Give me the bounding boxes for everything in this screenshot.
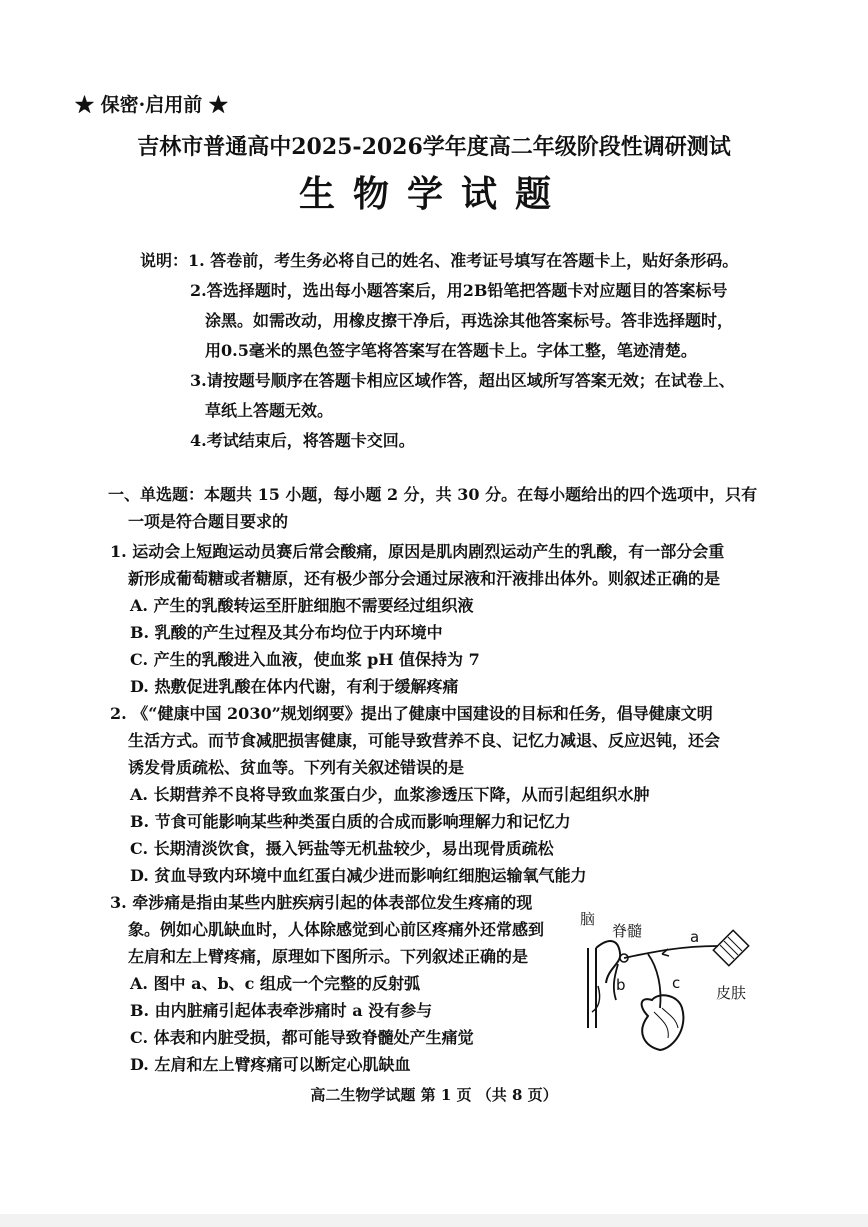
instruction-2-cont: 用0.5毫米的黑色签字笔将答案写在答题卡上。字体工整，笔迹清楚。 (205, 341, 697, 360)
question-stem: 1. 运动会上短跑运动员赛后常会酸痛，原因是肌肉剧烈运动产生的乳酸，有一部分会重 (110, 542, 725, 561)
option-a: A. 长期营养不良将导致血浆蛋白少，血浆渗透压下降，从而引起组织水肿 (130, 785, 650, 804)
spinal-column (588, 948, 596, 1028)
confidential-mark: ★ 保密·启用前 ★ (75, 94, 228, 116)
subject-title: 生物学试题 (298, 173, 569, 215)
option-b: B. 由内脏痛引起体表牵涉痛时 a 没有参与 (130, 1001, 433, 1020)
scan-bottom-edge (0, 1214, 868, 1227)
option-a: A. 产生的乳酸转运至肝脏细胞不需要经过组织液 (130, 596, 474, 615)
label-spinal-cord: 脊髓 (612, 922, 643, 940)
question-stem: 左肩和左上臂疼痛，原理如下图所示。下列叙述正确的是 (128, 947, 529, 966)
heart-icon (642, 995, 684, 1050)
option-d: D. 热敷促进乳酸在体内代谢，有利于缓解疼痛 (130, 677, 459, 696)
option-b: B. 乳酸的产生过程及其分布均位于内环境中 (130, 623, 443, 642)
label-b: b (616, 976, 626, 994)
instruction-4: 4.考试结束后，将答题卡交回。 (190, 431, 415, 450)
exam-title: 吉林市普通高中2025-2026学年度高二年级阶段性调研测试 (137, 134, 731, 160)
option-c: C. 产生的乳酸进入血液，使血浆 pH 值保持为 7 (130, 650, 480, 669)
label-c: c (672, 974, 681, 992)
question-stem: 象。例如心肌缺血时，人体除感觉到心前区疼痛外还常感到 (128, 920, 545, 939)
option-c: C. 长期清淡饮食，摄入钙盐等无机盐较少，易出现骨质疏松 (130, 839, 554, 858)
heart-detail (654, 1008, 678, 1038)
question-stem: 诱发骨质疏松、贫血等。下列有关叙述错误的是 (128, 758, 465, 777)
question-stem: 3. 牵涉痛是指由某些内脏疾病引起的体表部位发生疼痛的现 (110, 893, 533, 912)
question-stem: 新形成葡萄糖或者糖原，还有极少部分会通过尿液和汗液排出体外。则叙述正确的是 (128, 569, 721, 588)
question-stem: 生活方式。而节食减肥损害健康，可能导致营养不良、记忆力减退、反应迟钝，还会 (128, 731, 721, 750)
label-brain: 脑 (580, 910, 596, 928)
label-skin: 皮肤 (716, 984, 747, 1002)
option-b: B. 节食可能影响某些种类蛋白质的合成而影响理解力和记忆力 (130, 812, 571, 831)
question-stem: 2. 《“健康中国 2030”规划纲要》提出了健康中国建设的目标和任务，倡导健康文明 (110, 704, 713, 723)
page-footer: 高二生物学试题 第 1 页 （共 8 页） (310, 1086, 558, 1104)
option-d: D. 贫血导致内环境中血红蛋白减少进而影响红细胞运输氧气能力 (130, 866, 587, 885)
section-line: 一项是符合题目要求的 (128, 512, 289, 531)
option-a: A. 图中 a、b、c 组成一个完整的反射弧 (130, 974, 420, 993)
instruction-2-cont: 涂黑。如需改动，用橡皮擦干净后，再选涂其他答案标号。答非选择题时， (205, 311, 734, 330)
instruction-3-cont: 草纸上答题无效。 (205, 401, 334, 420)
instruction-1: 说明：1. 答卷前，考生务必将自己的姓名、准考证号填写在答题卡上，贴好条形码。 (140, 251, 739, 270)
option-d: D. 左肩和左上臂疼痛可以断定心肌缺血 (130, 1055, 411, 1074)
referred-pain-diagram (578, 908, 778, 1068)
nerve-a (624, 946, 718, 958)
instruction-2: 2.答选择题时，选出每小题答案后，用2B铅笔把答题卡对应题目的答案标号 (190, 281, 728, 300)
option-c: C. 体表和内脏受损，都可能导致脊髓处产生痛觉 (130, 1028, 474, 1047)
section-line: 一、单选题：本题共 15 小题，每小题 2 分，共 30 分。在每小题给出的四个选项中，只有 (108, 485, 758, 504)
instruction-3: 3.请按题号顺序在答题卡相应区域作答，超出区域所写答案无效；在试卷上、 (190, 371, 735, 390)
label-a: a (690, 928, 700, 946)
